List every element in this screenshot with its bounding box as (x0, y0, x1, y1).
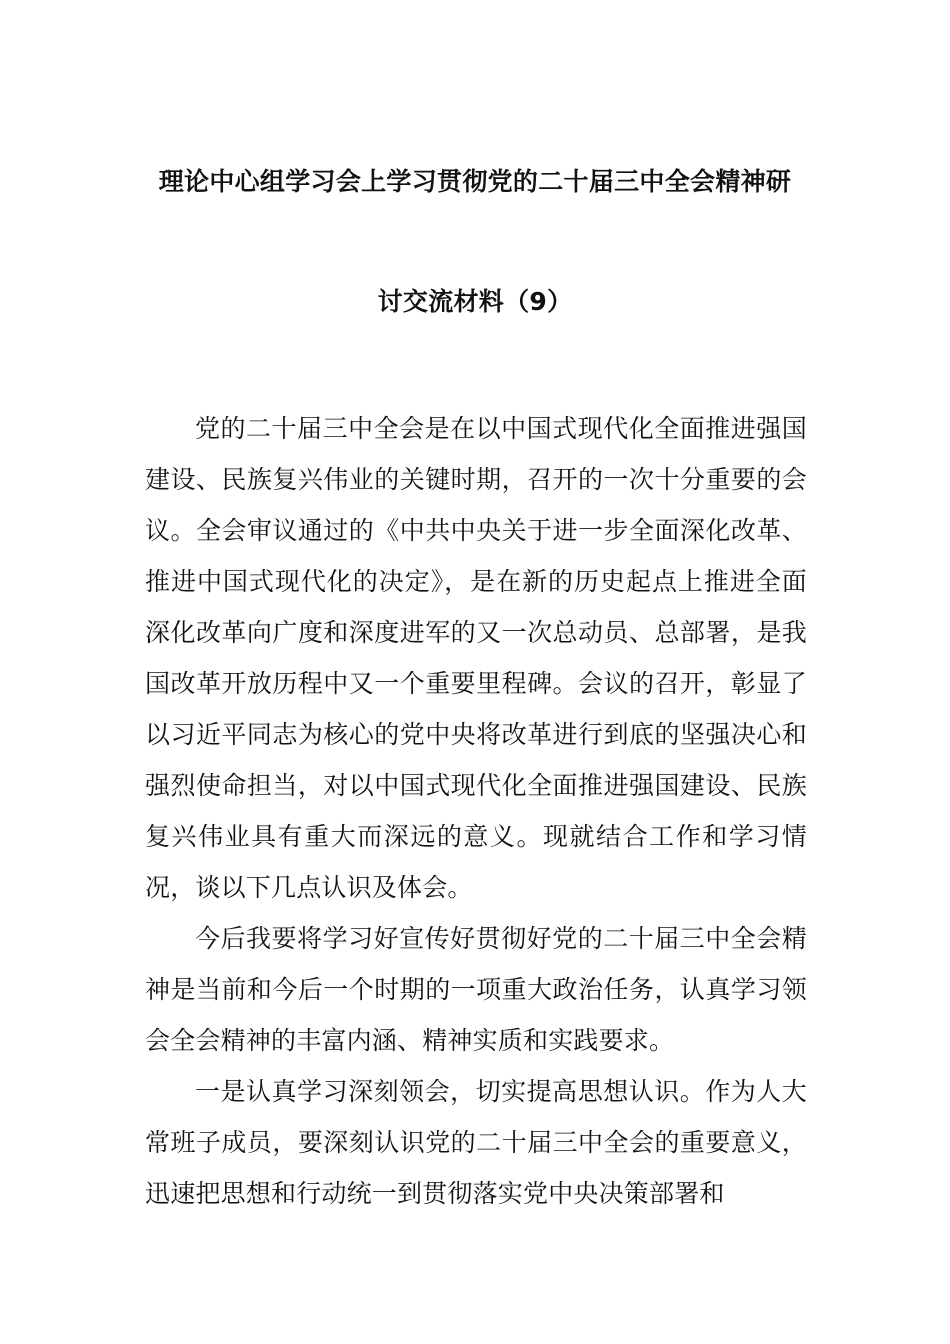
paragraph-task: 今后我要将学习好宣传好贯彻好党的二十届三中全会精神是当前和今后一个时期的一项重大政治任务，认真学习领会全会精神的丰富内涵、精神实质和实践要求。 (145, 924, 807, 1055)
document-title-line-1: 理论中心组学习会上学习贯彻党的二十届三中全会精神研 (158, 167, 792, 196)
document-body (145, 403, 807, 1219)
paragraph-intro: 党的二十届三中全会是在以中国式现代化全面推进强国建设、民族复兴伟业的关键时期，召开的一次十分重要的会议。全会审议通过的《中共中央关于进一步全面深化改革、推进中国式现代化的决定》，是在新的历史起点上推进全面深化改革向广度和深度进军的又一次总动员、总部署，是我国改革开放历程中又一个重要里程碑。会议的召开，彰显了以习近平同志为核心的党中央将改革进行到底的坚强决心和强烈使命担当，对以中国式现代化全面推进强国建设、民族复兴伟业具有重大而深远的意义。现就结合工作和学习情况，谈以下几点认识及体会。 (145, 414, 807, 902)
document-title-line-2: 讨交流材料（9） (377, 287, 573, 316)
paragraph-point-one: 一是认真学习深刻领会，切实提高思想认识。作为人大常班子成员，要深刻认识党的二十届三中全会的重要意义，迅速把思想和行动统一到贯彻落实党中央决策部署和 (145, 1077, 807, 1208)
